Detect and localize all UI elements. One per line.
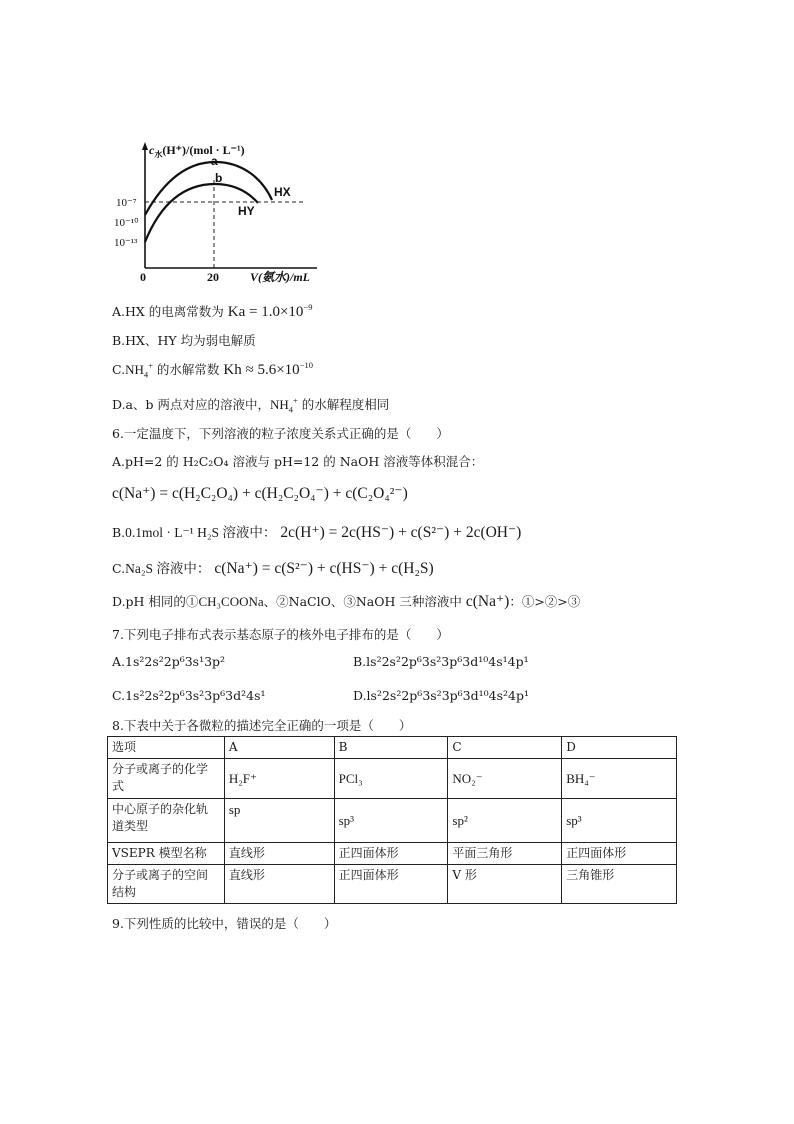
table-cell: BH₄⁻ bbox=[562, 759, 677, 799]
table-cell: 正四面体形 bbox=[562, 843, 677, 865]
table-cell: PCl₃ bbox=[334, 759, 448, 799]
table-cell: 直线形 bbox=[224, 865, 334, 904]
q9-stem: 9.下列性质的比较中，错误的是（ ） bbox=[112, 916, 337, 931]
series-hy-label: HY bbox=[238, 204, 255, 218]
table-row-label: 中心原子的杂化轨道类型 bbox=[108, 799, 225, 843]
q8-stem: 8.下表中关于各微粒的描述完全正确的一项是（ ） bbox=[112, 718, 412, 733]
q5-option-a-formula: $Ka = 1.0\times 10^{-9}$ bbox=[227, 302, 313, 320]
q6-stem: 6.一定温度下，下列溶液的粒子浓度关系式正确的是（ ） bbox=[112, 426, 449, 441]
point-b-label: b bbox=[215, 171, 223, 185]
table-cell: 直线形 bbox=[224, 843, 334, 865]
table-cell: NO₂⁻ bbox=[448, 759, 562, 799]
table-cell: sp³ bbox=[562, 799, 677, 843]
table-header-cell: C bbox=[448, 737, 562, 759]
ammonium-ion-d: $NH_4^+$ bbox=[269, 395, 298, 415]
x-tick-20: 20 bbox=[207, 270, 219, 284]
q7-stem: 7.下列电子排布式表示基态原子的核外电子排布的是（ ） bbox=[112, 627, 449, 642]
table-row-label: VSEPR 模型名称 bbox=[108, 843, 225, 865]
y-tick-10-7: 10⁻⁷ bbox=[116, 197, 137, 209]
q8-table bbox=[107, 736, 677, 904]
q5-option-c-formula: $Kh \approx 5.6\times 10^{-10}$ bbox=[223, 360, 313, 378]
table-header-cell: D bbox=[562, 737, 677, 759]
series-hx-label: HX bbox=[274, 185, 291, 199]
table-row bbox=[108, 865, 677, 904]
table-row bbox=[108, 799, 677, 843]
q6-option-c: C.Na₂S 溶液中： c(Na⁺) = c(S²⁻) + c(HS⁻) + c(H₂S) bbox=[112, 560, 434, 577]
q7-option-b: B.ls²2s²2p⁶3s²3p⁶3d¹⁰4s¹4p¹ bbox=[353, 654, 529, 669]
table-row-label: 分子或离子的化学式 bbox=[108, 759, 225, 799]
q7-option-c: C.1s²2s²2p⁶3s²3p⁶3d²4s¹ bbox=[112, 688, 266, 703]
q6-option-b: B.0.1mol · L⁻¹ H₂S 溶液中： 2c(H⁺) = 2c(HS⁻) + c(S²⁻) + 2c(OH⁻) bbox=[112, 524, 522, 541]
q6-option-a: A.pH=2 的 H₂C₂O₄ 溶液与 pH=12 的 NaOH 溶液等体积混合： bbox=[112, 454, 484, 469]
x-tick-0: 0 bbox=[140, 270, 146, 284]
q7-option-a: A.1s²2s²2p⁶3s¹3p² bbox=[112, 654, 226, 669]
point-a-label: a bbox=[211, 154, 218, 168]
table-cell: 三角锥形 bbox=[562, 865, 677, 904]
y-tick-10-13: 10⁻¹³ bbox=[114, 237, 138, 249]
table-row-label: 分子或离子的空间结构 bbox=[108, 865, 225, 904]
q6-option-c-formula: c(Na⁺) = c(S²⁻) + c(HS⁻) + c(H₂S) bbox=[214, 560, 434, 577]
table-header-cell: A bbox=[224, 737, 334, 759]
table-header-cell: 选项 bbox=[108, 737, 225, 759]
table-cell: 正四面体形 bbox=[334, 865, 448, 904]
q6-option-b-formula: 2c(H⁺) = 2c(HS⁻) + c(S²⁻) + 2c(OH⁻) bbox=[280, 524, 522, 541]
y-axis-label: $c_水(H^+)/(mol \cdot L^{-1})$ bbox=[149, 143, 245, 159]
x-axis-label: V(氨水)/mL bbox=[250, 270, 310, 284]
q5-option-a-text: A.HX 的电离常数为 bbox=[112, 304, 224, 319]
q7-option-d: D.ls²2s²2p⁶3s²3p⁶3d¹⁰4s²4p¹ bbox=[353, 688, 529, 703]
y-tick-10-10: 10⁻¹⁰ bbox=[114, 217, 139, 229]
q6-option-d: D.pH 相同的①CH₃COONa、②NaClO、③NaOH 三种溶液中 c(Na⁺)：①>②>③ bbox=[112, 593, 581, 610]
titration-chart bbox=[112, 140, 332, 288]
table-cell: sp bbox=[224, 799, 334, 843]
q5-option-a bbox=[112, 302, 312, 321]
table-cell: 正四面体形 bbox=[334, 843, 448, 865]
table-cell: sp² bbox=[448, 799, 562, 843]
table-cell: V 形 bbox=[448, 865, 562, 904]
q5-option-c: $C.NH_4^+$ 的水解常数 $Kh \approx 5.6\times 10^{-10}$ bbox=[112, 360, 313, 380]
q5-option-b: B.HX、HY 均为弱电解质 bbox=[112, 333, 256, 348]
table-cell: sp³ bbox=[334, 799, 448, 843]
table-cell: 平面三角形 bbox=[448, 843, 562, 865]
table-header-row bbox=[108, 737, 677, 759]
q6-option-a-formula: c(Na⁺) = c(H₂C₂O₄) + c(H₂C₂O₄⁻) + c(C₂O₄²⁻) bbox=[112, 485, 408, 502]
table-row bbox=[108, 843, 677, 865]
table-row bbox=[108, 759, 677, 799]
ammonium-ion: $NH_4^+$ bbox=[125, 360, 153, 380]
q5-option-d: D.a、b 两点对应的溶液中，$NH_4^+$ 的水解程度相同 bbox=[112, 395, 390, 415]
table-cell: H₂F⁺ bbox=[224, 759, 334, 799]
table-header-cell: B bbox=[334, 737, 448, 759]
y-axis-arrow bbox=[142, 142, 148, 150]
